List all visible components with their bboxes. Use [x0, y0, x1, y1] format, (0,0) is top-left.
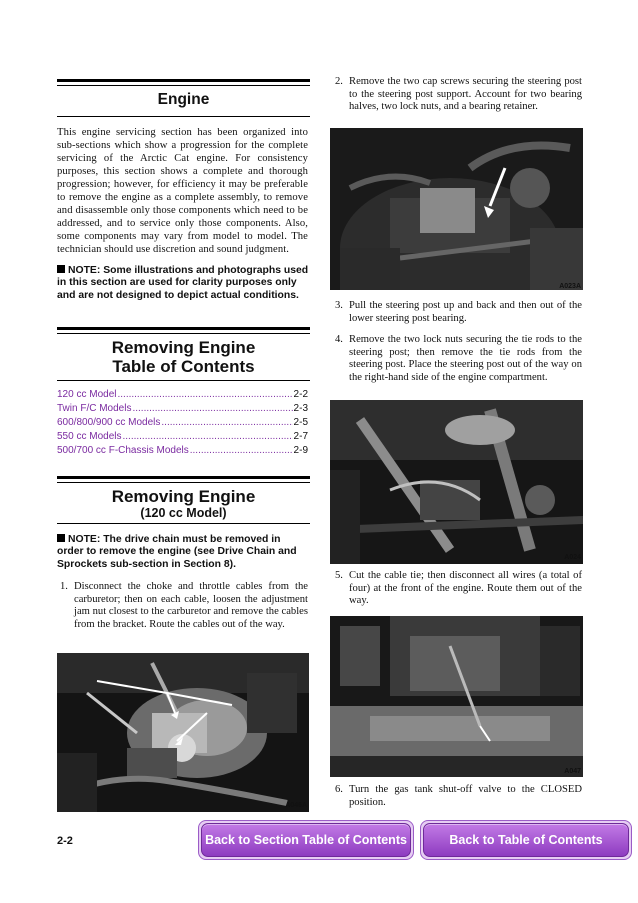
step-number: 3. [335, 300, 343, 311]
removing-120-title: Removing Engine [111, 487, 256, 506]
step-number: 5. [335, 570, 343, 581]
toc-leader [190, 444, 293, 458]
toc-entry-twin-fc[interactable] [57, 402, 308, 416]
toc-entry-page: 2-3 [293, 403, 308, 414]
removing-120-subtitle: (120 cc Model) [140, 506, 227, 520]
step-text: Pull the steering post up and back and then out of the lower steering post bearing. [349, 300, 582, 324]
toc-leader [117, 388, 292, 402]
back-to-toc-button[interactable]: Back to Table of Contents [423, 823, 629, 857]
header-rule [57, 330, 310, 334]
step-number: 6. [335, 784, 343, 795]
toc-title-line2: Table of Contents [112, 357, 255, 376]
toc-entry-label[interactable]: 550 cc Models [57, 431, 122, 442]
step-3 [335, 300, 582, 325]
engine-note-text: NOTE: Some illustrations and photographs used in this section are used for clarity purposes only and are not designed to depict actual conditions. [57, 265, 309, 301]
toc-entry-label[interactable]: 120 cc Model [57, 389, 117, 400]
toc-entry-page: 2-5 [293, 417, 308, 428]
photo-tie-rods-image [330, 400, 583, 564]
toc-entry-600-800-900[interactable] [57, 416, 308, 430]
photo-tie-rods [330, 400, 583, 564]
back-to-toc-wrapper [420, 820, 632, 860]
removing-120-note [57, 534, 309, 571]
photo-carburetor-image [57, 653, 309, 812]
toc-entry-label[interactable]: Twin F/C Models [57, 403, 132, 414]
toc-leader [132, 402, 292, 416]
step-number: 1. [60, 581, 68, 592]
step-1 [60, 581, 308, 631]
photo-wires-image [330, 616, 583, 777]
photo-carburetor-cables [57, 653, 309, 812]
step-6 [335, 784, 582, 809]
photo-wires [330, 616, 583, 777]
engine-note [57, 265, 309, 302]
step-text: Cut the cable tie; then disconnect all wires (a total of four) at the front of the engine. Route them out of the way. [349, 570, 582, 607]
toc-title-line1: Removing Engine [111, 338, 256, 357]
step-2 [335, 76, 582, 114]
photo-steering-post [330, 128, 583, 290]
toc-leader [161, 416, 292, 430]
photo3-caption: A024 [564, 554, 581, 561]
toc-entry-page: 2-7 [293, 431, 308, 442]
step-text: Remove the two lock nuts securing the tie rods to the steering post; then remove the tie rods from the steering post. Place the steering post out of the way on the right-hand side of the engine compartment. [349, 334, 582, 383]
note-bullet-icon [57, 265, 65, 273]
toc-entry-label[interactable]: 500/700 cc F-Chassis Models [57, 445, 189, 456]
step-text: Disconnect the choke and throttle cables from the carburetor; then on each cable, loosen the adjustment jam nut closest to the carburetor and remove the cables from the bracket. Route the cables out of the way. [74, 581, 308, 630]
toc-leader [122, 430, 292, 444]
engine-section-header [57, 79, 310, 117]
step-text: Turn the gas tank shut-off valve to the CLOSED position. [349, 784, 582, 808]
toc-list [57, 388, 308, 458]
page-number: 2-2 [57, 835, 73, 847]
header-rule [57, 479, 310, 483]
step-4 [335, 334, 582, 384]
photo1-caption: A046A [285, 802, 307, 809]
back-to-section-toc-button[interactable]: Back to Section Table of Contents [201, 823, 411, 857]
step-number: 2. [335, 76, 343, 87]
toc-entry-page: 2-9 [293, 445, 308, 456]
header-rule [57, 82, 310, 86]
step-number: 4. [335, 334, 343, 345]
step-text: Remove the two cap screws securing the steering post to the steering post support. Account for two bearing halves, two lock nuts, and a bearing retainer. [349, 76, 582, 113]
engine-intro-paragraph: This engine servicing section has been organized into sub-sections which show a progression for the complete servicing of the Arctic Cat engine. For consistency purposes, this section shows a complete and thorough progression; however, for efficiency it may be preferable to remove the engine as a complete assembly, to remove and disassemble only those components which need to be addressed, and to service only those components. Also, some components may vary from model to model. The technician should use discretion and sound judgment. [57, 127, 308, 255]
photo-steering-post-image [330, 128, 583, 290]
note-bullet-icon [57, 534, 65, 542]
toc-entry-120cc[interactable] [57, 388, 308, 402]
photo4-caption: A047 [564, 768, 581, 775]
toc-entry-550[interactable] [57, 430, 308, 444]
removing-120-header [57, 476, 310, 524]
photo2-caption: A023A [559, 283, 581, 290]
step-5 [335, 570, 582, 608]
toc-entry-label[interactable]: 600/800/900 cc Models [57, 417, 161, 428]
removing-120-note-text: NOTE: The drive chain must be removed in order to remove the engine (see Drive Chain and Sprockets sub-section in Section 8). [57, 534, 297, 570]
toc-section-header [57, 327, 310, 381]
toc-entry-500-700-f-chassis[interactable] [57, 444, 308, 458]
back-to-section-toc-wrapper [198, 820, 414, 860]
engine-section-title: Engine [157, 91, 210, 108]
toc-entry-page: 2-2 [293, 389, 308, 400]
